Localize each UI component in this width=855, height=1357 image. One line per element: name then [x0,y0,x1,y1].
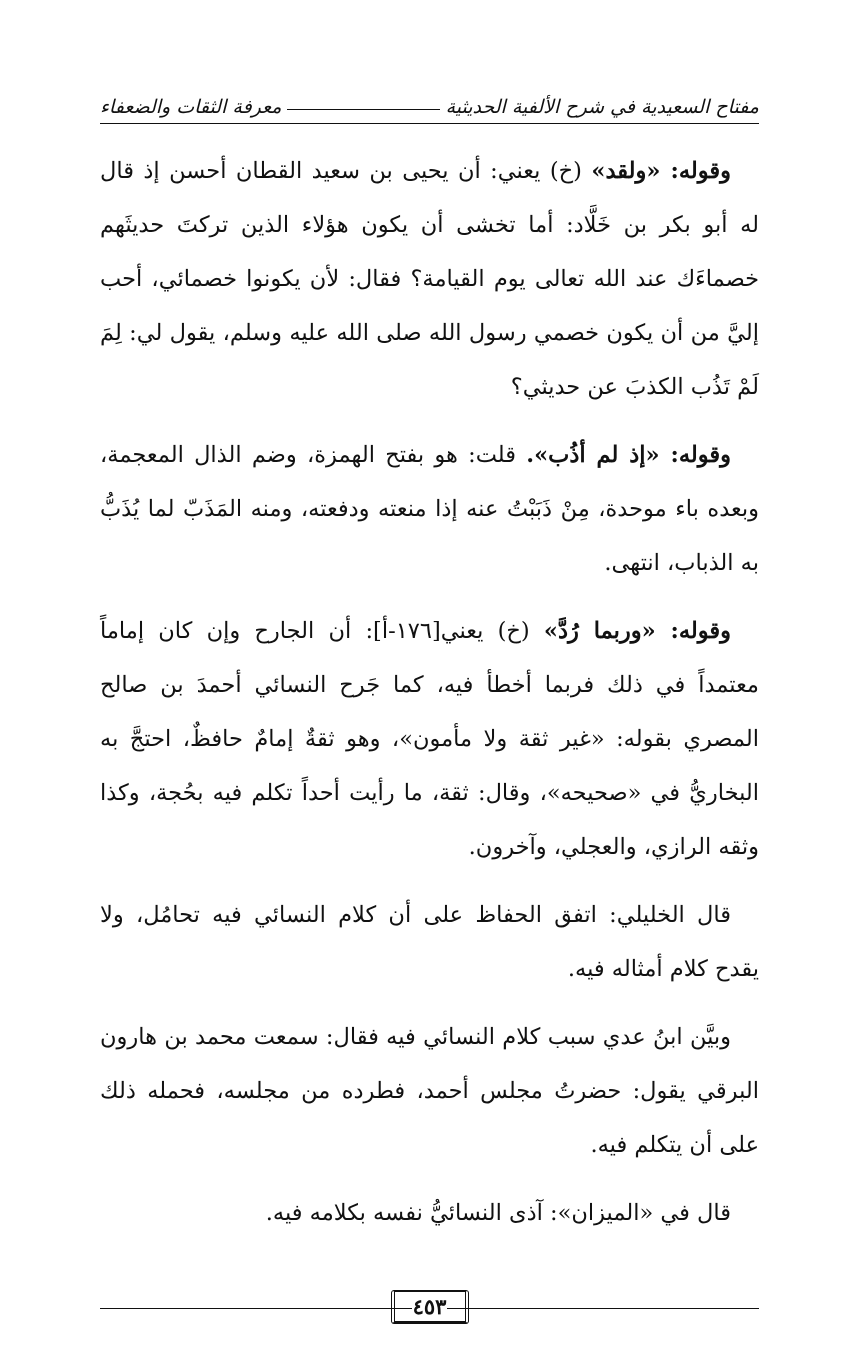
paragraph-lead: وقوله: «وربما رُدَّ» [543,618,731,644]
page-footer [100,1290,759,1330]
page-number: ٤٥٣ [391,1290,469,1324]
paragraph-text: (خ) يعني[١٧٦-أ]: أن الجارح وإن كان إماماً معتمداً في ذلك فربما أخطأ فيه، كما جَرح النسائي أحمدَ بن صالح المصري بقوله: «غير ثقة ولا مأمون»، وهو ثقةٌ إمامٌ حافظٌ، احتجَّ به البخاريُّ في «صحيحه»، وقال: ثقة، ما رأيت أحداً تكلم فيه بحُجة، وكذا وثقه الرازي، والعجلي، وآخرون. [100,618,759,860]
running-header [100,86,759,118]
footer-rule-left [100,1308,412,1309]
paragraph-1 [100,144,759,414]
paragraph-6 [100,1186,759,1240]
header-section-title: معرفة الثقات والضعفاء [100,96,282,118]
paragraph-text: قال الخليلي: اتفق الحفاظ على أن كلام النسائي فيه تحامُل، ولا يقدح كلام أمثاله فيه. [100,902,759,982]
paragraph-text: قال في «الميزان»: آذى النسائيُّ نفسه بكلامه فيه. [265,1200,731,1226]
footer-rule-right [447,1308,759,1309]
paragraph-4 [100,888,759,996]
paragraph-text: (خ) يعني: أن يحيى بن سعيد القطان أحسن إذ قال له أبو بكر بن خَلَّاد: أما تخشى أن يكون هؤلاء الذين تركتَ حديثَهم خصماءَك عند الله تعالى يوم القيامة؟ فقال: لأن يكونوا خصمائي، أحب إليَّ من أن يكون خصمي رسول الله صلى الله عليه وسلم، يقول لي: لِمَ لَمْ تَذُب الكذبَ عن حديثي؟ [100,158,759,400]
paragraph-2 [100,428,759,590]
paragraph-lead: وقوله: «ولقد» [591,158,731,184]
header-rule [287,109,439,110]
page-body [100,144,759,1254]
paragraph-3 [100,604,759,874]
paragraph-text: قلت: هو بفتح الهمزة، وضم الذال المعجمة، وبعده باء موحدة، مِنْ ذَبَبْتُ عنه إذا منعته ودفعته، ومنه المَذَبّ لما يُذَبُّ به الذباب، انتهى. [100,442,759,576]
paragraph-5 [100,1010,759,1172]
paragraph-text: وبيَّن ابنُ عدي سبب كلام النسائي فيه فقال: سمعت محمد بن هارون البرقي يقول: حضرتُ مجلس أحمد، فطرده من مجلسه، فحمله ذلك على أن يتكلم فيه. [100,1024,759,1158]
header-underline [100,123,759,124]
paragraph-lead: وقوله: «إذ لم أذُب». [526,442,731,468]
header-book-title: مفتاح السعيدية في شرح الألفية الحديثية [445,96,759,118]
